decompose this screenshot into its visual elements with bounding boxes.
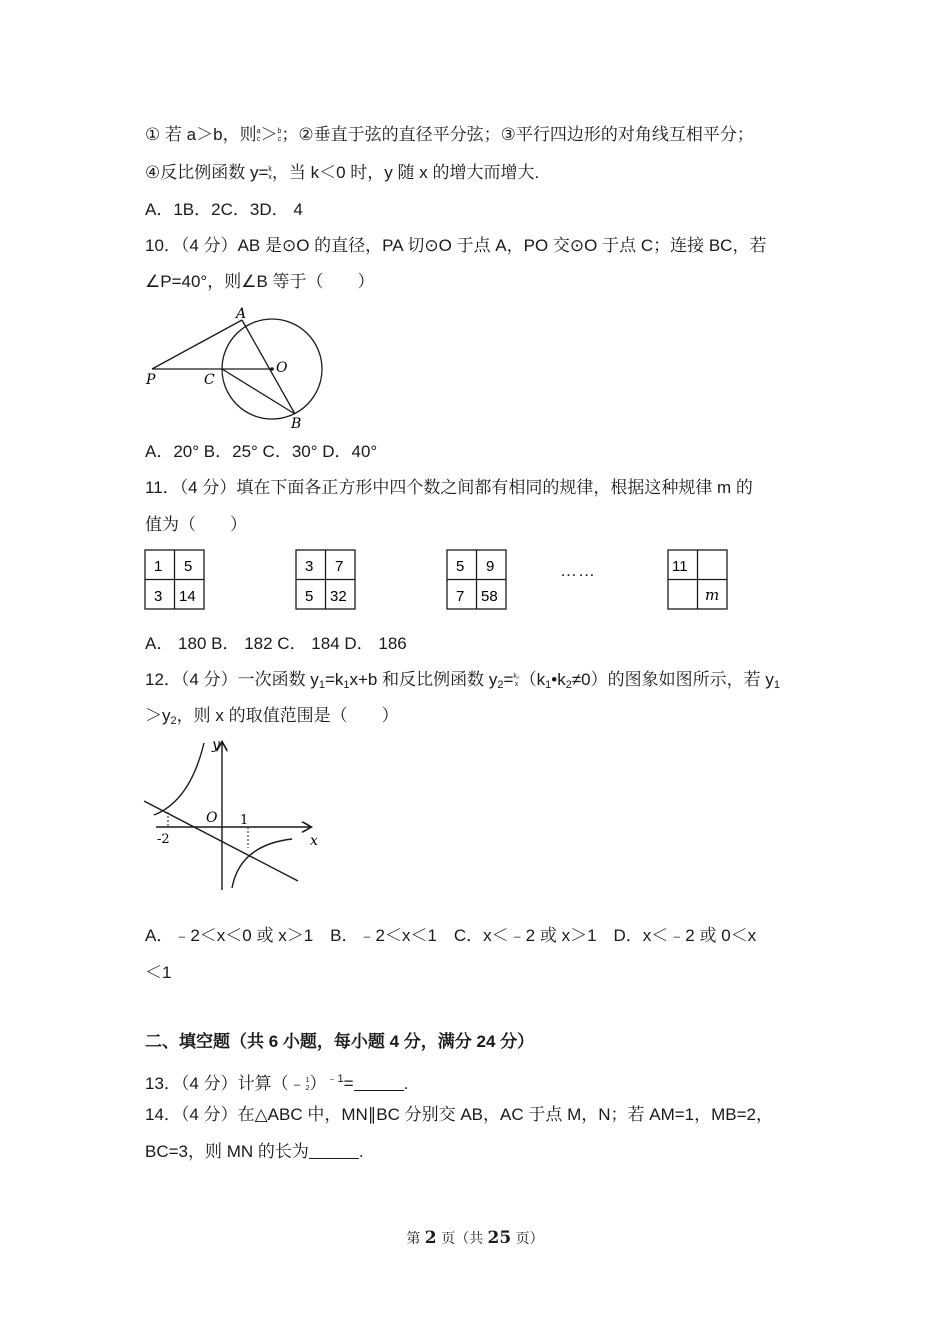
label-p: P — [146, 372, 156, 388]
q12-function-graph — [142, 735, 332, 895]
label-c: C — [204, 372, 215, 388]
label-o: O — [276, 360, 288, 376]
q13-answer-blank[interactable] — [354, 1074, 404, 1091]
square-2-bl: 5 — [305, 588, 314, 605]
q11-square-2 — [295, 549, 357, 611]
fraction-b-over-c: b c — [277, 127, 282, 143]
q12-options-line2: ＜1 — [145, 963, 172, 982]
tick-label-neg2: -2 — [157, 832, 170, 847]
square-4-tl: 11 — [672, 558, 688, 575]
fraction-k2-over-x: k₂ x — [513, 672, 520, 688]
section-2-title: 二、填空题（共 6 小题，每小题 4 分，满分 24 分） — [145, 1032, 535, 1051]
hyperbola-branch-left — [154, 743, 204, 815]
axis-label-x: x — [310, 833, 318, 849]
q14-line1: 14．（4 分）在△ABC 中，MN∥BC 分别交 AB，AC 于点 M，N；若 AM=1，MB=2， — [145, 1105, 774, 1124]
square-1-bl: 3 — [154, 588, 163, 605]
q11-ellipsis: …… — [560, 561, 596, 580]
q10-circle-diagram — [140, 300, 340, 430]
q11-options: A． 180 B． 182 C． 184 D． 186 — [145, 634, 407, 653]
q10-options: A．20° B．25° C．30° D．40° — [145, 442, 378, 461]
q11-stem-line1: 11．（4 分）填在下面各正方形中四个数之间都有相同的规律，根据这种规律 m 的 — [145, 478, 753, 497]
q11-square-1 — [144, 549, 206, 611]
hyperbola-branch-right — [232, 839, 292, 888]
q12-stem-line1: 12．（4 分）一次函数 $y_1=k_1x+b$ 和反比例函数 $y_2=$ k₂ x $(k_1•k_2\ne 0)$的图象如图所示，若 $y_1$ — [145, 670, 780, 691]
square-2-tr: 7 — [335, 558, 344, 575]
q9-line2: ④反比例函数 y= k x ，当 k＜0 时，y 随 x 的增大而增大. — [145, 163, 540, 182]
q10-stem-line2: ∠P=40°，则∠B 等于（ ） — [145, 272, 375, 291]
q9-options: A．1B．2C．3D． 4 — [145, 200, 303, 219]
fraction-one-half: 1 2 — [305, 1076, 310, 1092]
q11-square-4 — [667, 549, 729, 611]
square-4-br: m — [705, 586, 720, 604]
fraction-a-over-c: a c — [256, 127, 261, 143]
center-dot — [270, 367, 274, 371]
square-3-tr: 9 — [486, 558, 495, 575]
total-pages: 25 — [487, 1228, 512, 1248]
q11-square-3 — [446, 549, 508, 611]
square-3-bl: 7 — [456, 588, 465, 605]
axis-label-y: y — [212, 737, 220, 753]
q12-options-line1: A．﹣2＜x＜0 或 x＞1 B．﹣2＜x＜1 C．x＜﹣2 或 x＞1 D．x＜﹣2 或 0＜x — [145, 926, 757, 945]
square-3-br: 58 — [481, 588, 498, 605]
q11-stem-line2: 值为（ ） — [145, 515, 247, 534]
q10-stem-line1: 10．（4 分）AB 是⊙O 的直径，PA 切⊙O 于点 A，PO 交⊙O 于点 C；连接 BC，若 — [145, 236, 767, 255]
square-1-tl: 1 — [154, 558, 163, 575]
q12-stem-line2: $>y_2$，则 x 的取值范围是（ ） — [145, 706, 399, 727]
tick-label-1: 1 — [240, 813, 249, 828]
square-2-tl: 3 — [305, 558, 314, 575]
origin-label: O — [206, 810, 218, 826]
q14-answer-blank[interactable] — [309, 1142, 359, 1159]
square-3-tl: 5 — [456, 558, 465, 575]
label-b: B — [291, 416, 302, 432]
page-footer: 第 2 页（共 25 页） — [406, 1228, 544, 1248]
current-page: 2 — [424, 1228, 437, 1248]
square-2-br: 32 — [330, 588, 347, 605]
square-1-tr: 5 — [184, 558, 193, 575]
q13-line: 13．（4 分）计算（﹣ 1 2 ）$^{﹣1}$= . — [145, 1073, 409, 1093]
label-a: A — [236, 306, 247, 322]
fraction-k-over-x: k x — [268, 165, 272, 181]
q14-line2: BC=3，则 MN 的长为 . — [145, 1142, 364, 1161]
square-1-br: 14 — [179, 588, 196, 605]
q9-line1: ① 若 a＞b，则 a c ＞ b c ；②垂直于弦的直径平分弦；③平行四边形的对角线互相平分； — [145, 125, 754, 144]
